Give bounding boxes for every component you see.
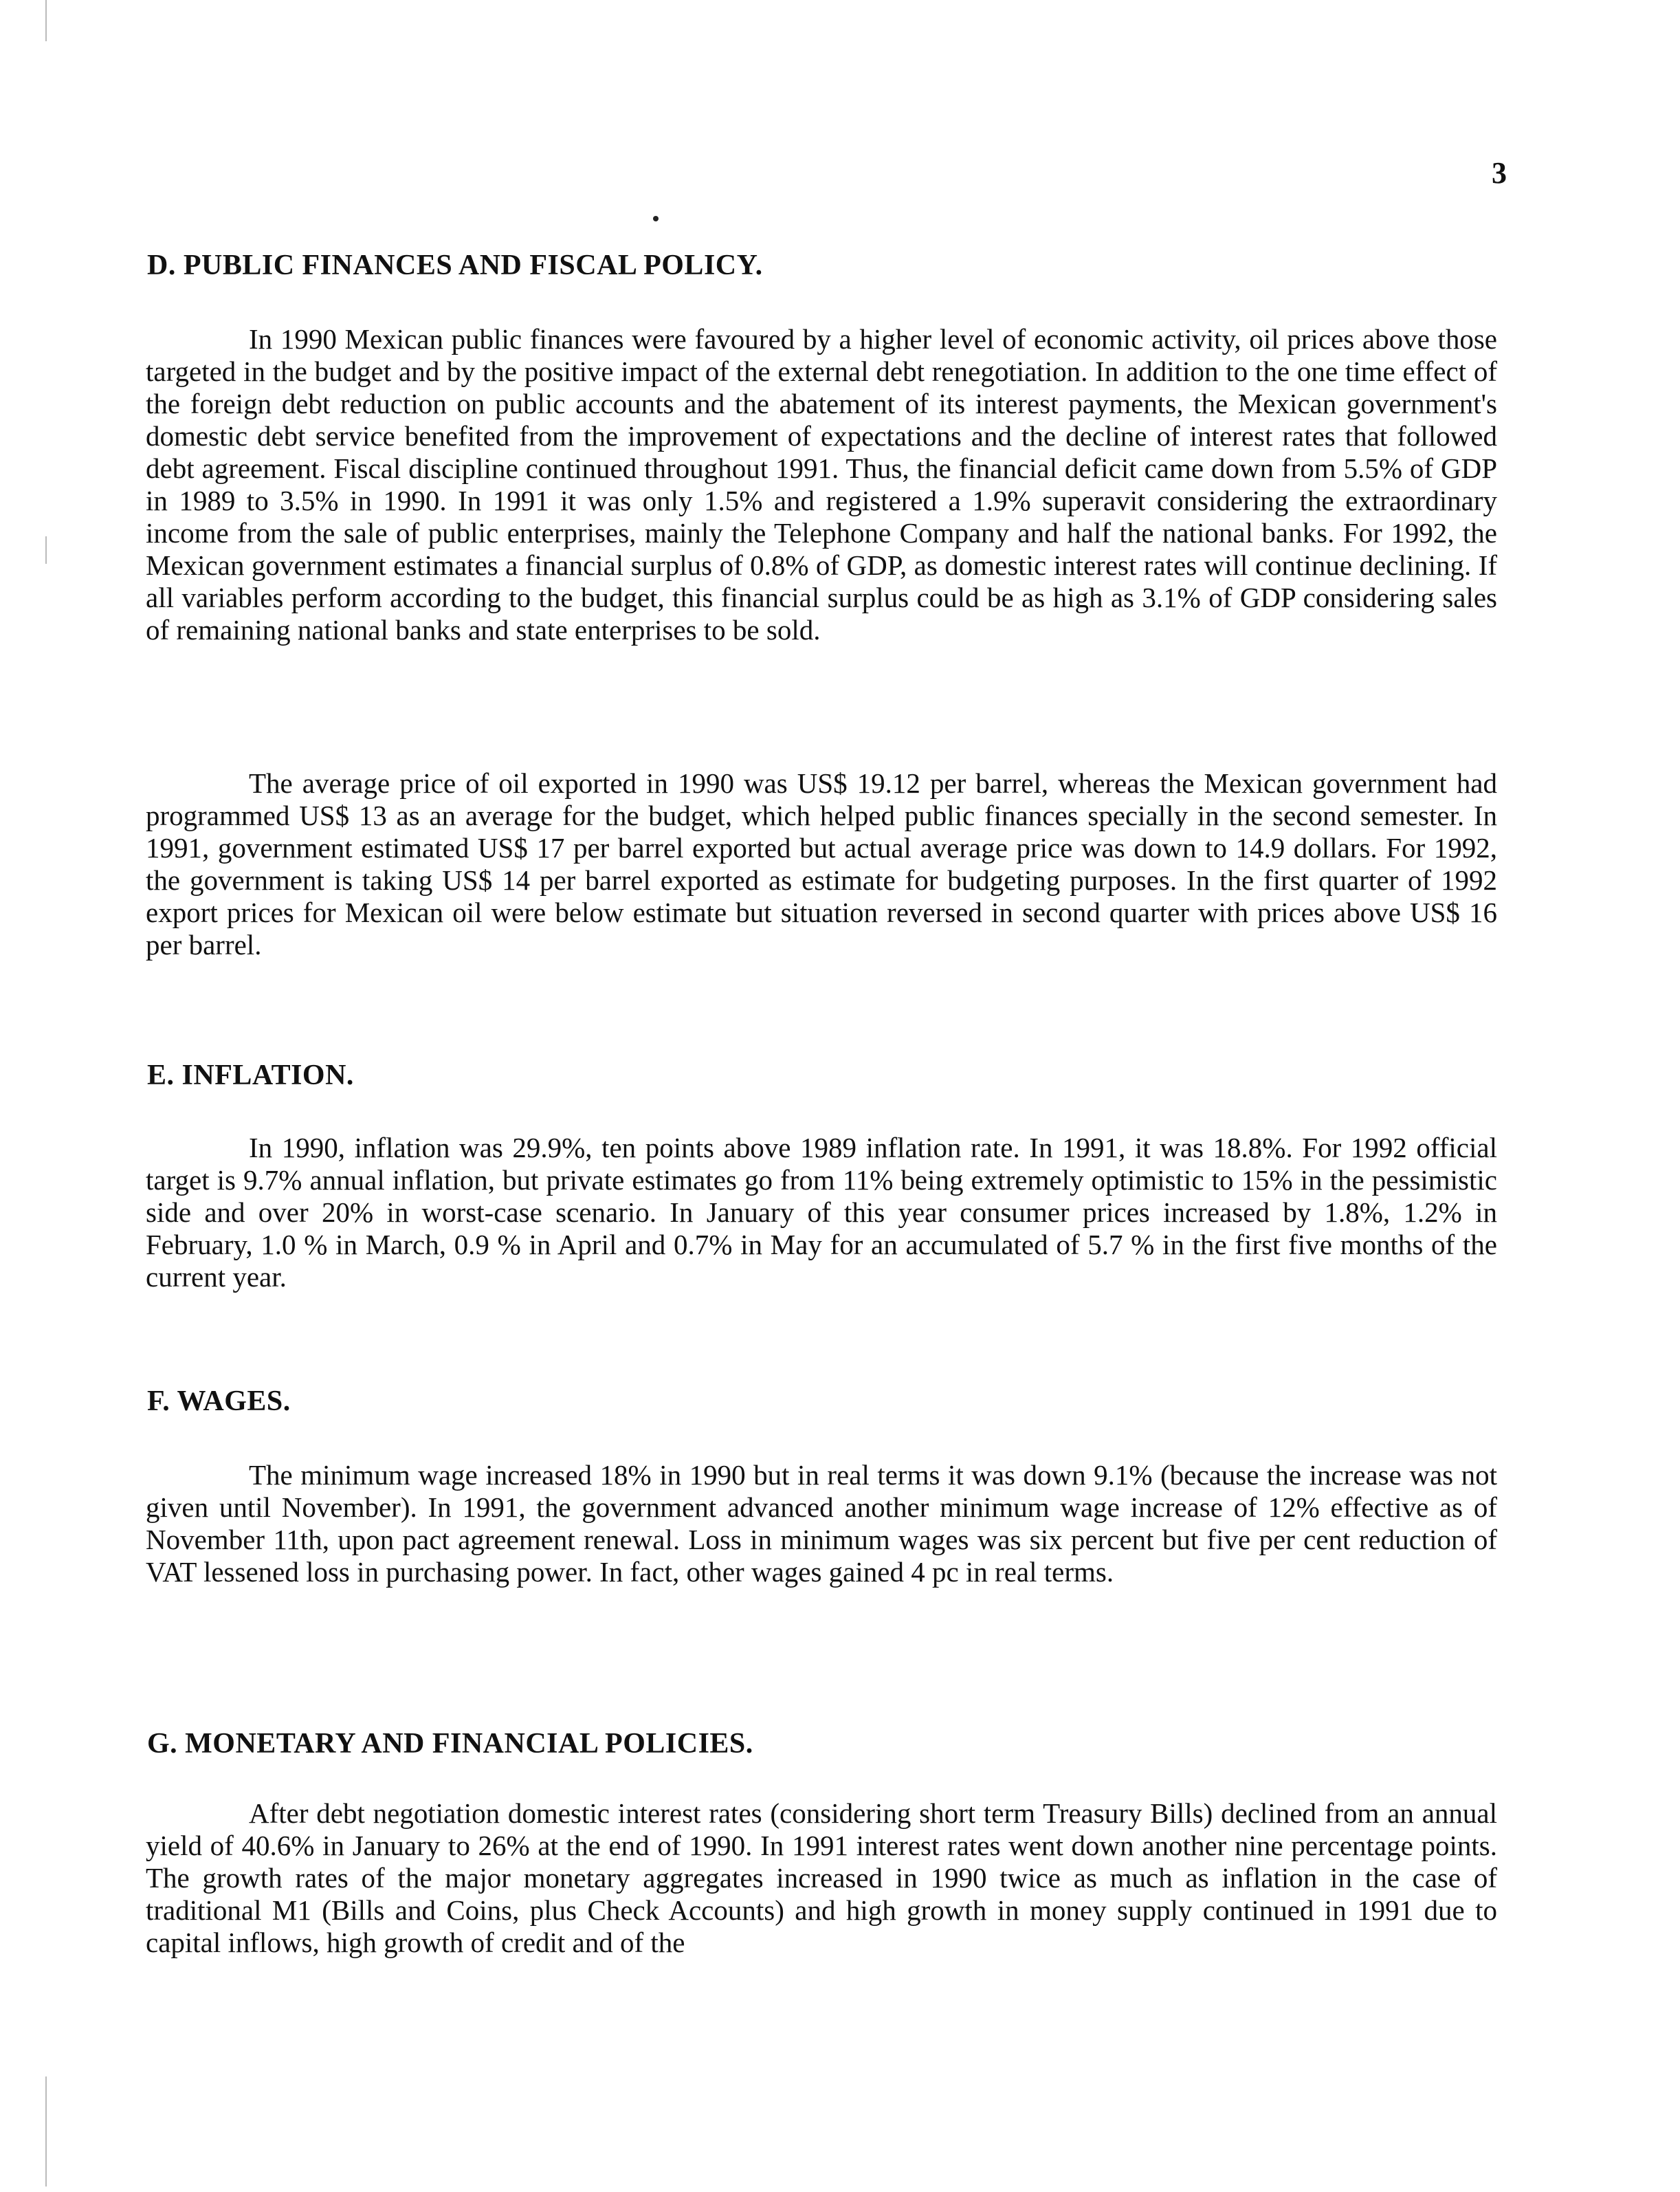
scan-edge-mark [45,0,47,41]
paragraph-wages: The minimum wage increased 18% in 1990 but in real terms it was down 9.1% (because the increase was not given until November). In 1991, the government advanced another minimum wage increase of 12% effective as of November 11th, upon pact agreement renewal. Loss in minimum wages was six percent but five per cent reduction of VAT lessened loss in purchasing power. In fact, other wages gained 4 pc in real terms. [146,1459,1497,1588]
scan-edge-mark [45,536,47,564]
paragraph-public-finances-2: The average price of oil exported in 1990 was US$ 19.12 per barrel, whereas the Mexican government had programmed US$ 13 as an average for the budget, which helped public finances specially in the second semester. In 1991, government estimated US$ 17 per barrel exported but actual average price was down to 14.9 dollars. For 1992, the government is taking US$ 14 per barrel exported as estimate for budgeting purposes. In the first quarter of 1992 export prices for Mexican oil were below estimate but situation reversed in second quarter with prices above US$ 16 per barrel. [146,767,1497,961]
scan-edge-mark [45,2076,47,2186]
paragraph-inflation: In 1990, inflation was 29.9%, ten points above 1989 inflation rate. In 1991, it was 18.8%. For 1992 official target is 9.7% annual inflation, but private estimates go from 11% being extremely optimistic to 15% in the pessimistic side and over 20% in worst-case scenario. In January of this year consumer prices increased by 1.8%, 1.2% in February, 1.0 % in March, 0.9 % in April and 0.7% in May for an accumulated of 5.7 % in the first five months of the current year. [146,1132,1497,1293]
section-heading-monetary-policies: G. MONETARY AND FINANCIAL POLICIES. [147,1728,753,1760]
section-heading-wages: F. WAGES. [147,1385,291,1417]
paragraph-public-finances-1: In 1990 Mexican public finances were favoured by a higher level of economic activity, oil prices above those targeted in the budget and by the positive impact of the external debt renegotiation. In addition to the one time effect of the foreign debt reduction on public accounts and the abatement of its interest payments, the Mexican government's domestic debt service benefited from the improvement of expectations and the decline of interest rates that followed debt agreement. Fiscal discipline continued throughout 1991. Thus, the financial deficit came down from 5.5% of GDP in 1989 to 3.5% in 1990. In 1991 it was only 1.5% and registered a 1.9% superavit considering the extraordinary income from the sale of public enterprises, mainly the Telephone Company and half the national banks. For 1992, the Mexican government estimates a financial surplus of 0.8% of GDP, as domestic interest rates will continue declining. If all variables perform according to the budget, this financial surplus could be as high as 3.1% of GDP considering sales of remaining national banks and state enterprises to be sold. [146,323,1497,646]
section-heading-inflation: E. INFLATION. [147,1060,354,1091]
page-number: 3 [1492,156,1507,190]
section-heading-public-finances: D. PUBLIC FINANCES AND FISCAL POLICY. [147,250,763,281]
paragraph-monetary-policies: After debt negotiation domestic interest rates (considering short term Treasury Bills) declined from an annual yield of 40.6% in January to 26% at the end of 1990. In 1991 interest rates went down another nine percentage points. The growth rates of the major monetary aggregates increased in 1990 twice as much as inflation in the case of traditional M1 (Bills and Coins, plus Check Accounts) and high growth in money supply continued in 1991 due to capital inflows, high growth of credit and of the [146,1797,1497,1958]
scan-speck [653,216,659,221]
